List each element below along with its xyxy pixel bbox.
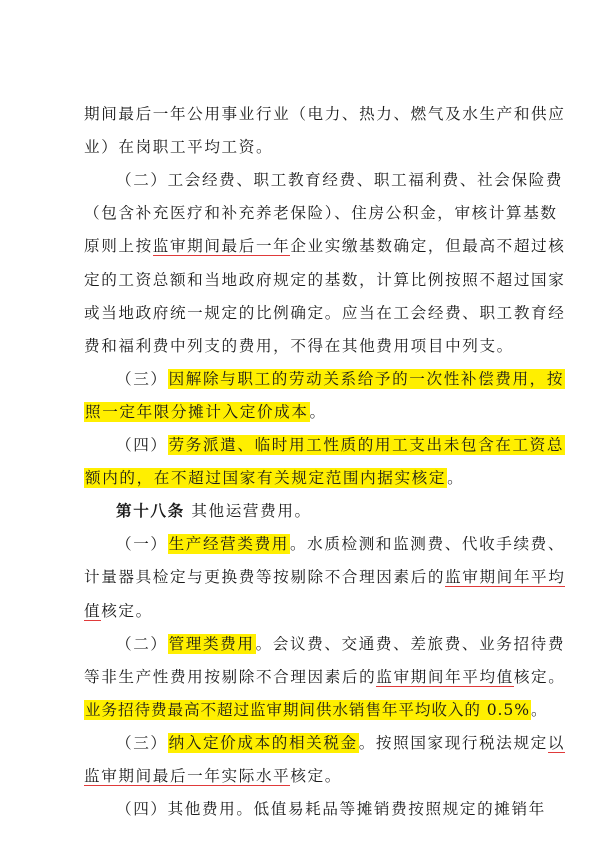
underlined-text: 以 — [547, 733, 566, 752]
underlined-text: 监审期间最后一年 — [152, 237, 291, 256]
paragraph-18-1-line — [116, 534, 566, 554]
text-span: 。会议费、交通费、差旅费、业务招待费 — [255, 634, 566, 653]
underlined-text: 值 — [84, 601, 102, 620]
text-span: （一） — [116, 535, 168, 554]
text-line — [84, 567, 566, 587]
highlighted-text: 因解除与职工的劳动关系给予的一次性补偿费用，按 — [168, 369, 565, 388]
text-span: 计量器具检定与更换费等按剔除不合理因素后的 — [84, 568, 446, 587]
text-line — [84, 303, 566, 323]
text-span: 。 — [447, 469, 465, 488]
text-span: （三） — [116, 733, 168, 752]
article-number: 第十八条 — [116, 501, 185, 521]
text-span: 核定。 — [101, 601, 153, 620]
highlighted-text: 生产经营类费用 — [168, 535, 289, 554]
text-span: （二）工会经费、职工教育经费、职工福利费、社会保险费 — [116, 171, 564, 190]
text-line — [84, 203, 558, 223]
text-line — [84, 766, 520, 786]
text-span: 。按照国家现行税法规定 — [358, 733, 548, 752]
text-span: 或当地政府统一规定的比例确定。应当在工会经费、职工教育经 — [84, 303, 566, 322]
text-line — [84, 336, 520, 356]
text-span: 核定。 — [290, 767, 342, 785]
paragraph-18-3-line — [116, 733, 566, 753]
text-span: （二） — [116, 634, 168, 653]
text-line — [84, 402, 520, 422]
text-line — [84, 104, 566, 124]
highlighted-text: 额内的，在不超过国家有关规定范围内据实核定 — [85, 469, 447, 488]
paragraph-4-line — [116, 435, 565, 455]
text-span: （包含补充医疗和补充养老保险）、住房公积金，审核计算基数 — [84, 204, 558, 223]
text-span: 。 — [530, 700, 548, 719]
text-span: 费和福利费中列支的费用，不得在其他费用项目中列支。 — [84, 336, 514, 355]
highlighted-text: 纳入定价成本的相关税金 — [168, 733, 358, 752]
text-span: （四）其他费用。低值易耗品等摊销费按照规定的摊销年 — [116, 800, 546, 819]
text-span: （三） — [116, 369, 168, 388]
text-line — [84, 667, 566, 687]
underlined-text: 监审期间年平均 — [445, 568, 566, 587]
text-span: 原则上按 — [84, 237, 153, 256]
site-logo — [452, 790, 592, 840]
underlined-text: 监审期间年平均值 — [376, 667, 514, 686]
paragraph-18-2-line — [116, 634, 566, 654]
text-span: 。水质检测和监测费、代收手续费、 — [289, 535, 566, 554]
text-span: 等非生产性费用按剔除不合理因素后的 — [84, 667, 377, 686]
text-span: 核定。 — [513, 667, 566, 686]
text-line — [84, 601, 520, 621]
highlighted-text: 管理类费用 — [168, 634, 255, 653]
underlined-text: 监审期间最后一年实际水平 — [84, 767, 291, 785]
article-title: 其他运营费用。 — [191, 502, 312, 521]
text-line — [84, 700, 548, 720]
text-line — [84, 468, 520, 488]
highlighted-text: 劳务派遣、临时用工性质的用工支出未包含在工资总 — [168, 436, 565, 454]
text-line — [84, 270, 566, 290]
text-span: （四） — [116, 436, 168, 454]
paragraph-3-line — [116, 369, 565, 389]
text-line — [84, 236, 566, 256]
highlighted-text: 照一定年限分摊计入定价成本 — [85, 402, 309, 421]
paragraph-2-line — [116, 170, 564, 190]
text-span: 期间最后一年公用事业行业（电力、热力、燃气及水生产和供应 — [84, 105, 566, 123]
text-line — [84, 137, 520, 157]
text-span: 业）在岗职工平均工资。 — [84, 138, 274, 157]
text-span: 定的工资总额和当地政府规定的基数，计算比例按照不超过国家 — [84, 270, 566, 289]
highlighted-text: 业务招待费最高不超过监审期间供水销售年平均收入的 0.5% — [85, 700, 530, 719]
article-18-heading — [116, 501, 520, 521]
text-span: 。 — [309, 402, 327, 421]
text-span: 企业实缴基数确定，但最高不超过核 — [290, 237, 566, 256]
